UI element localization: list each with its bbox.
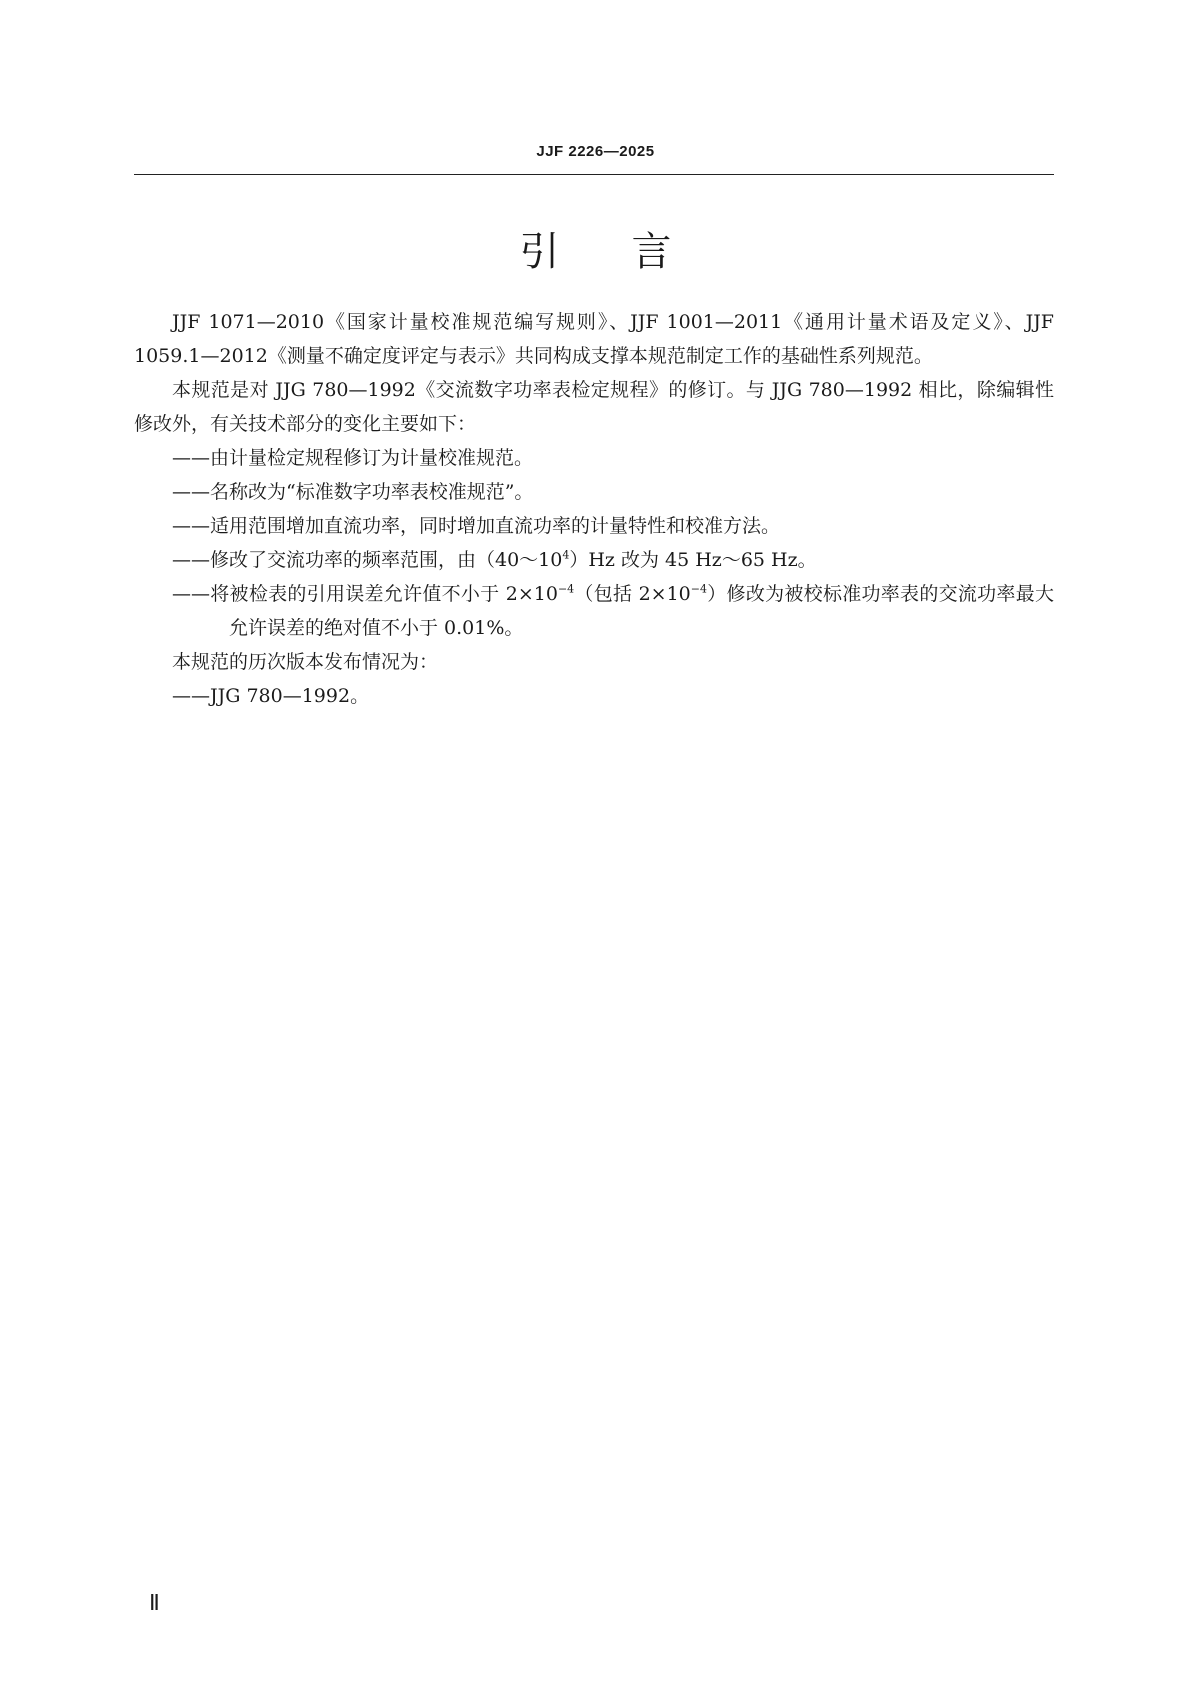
page-number: Ⅱ <box>149 1590 160 1615</box>
dash-marker: —— <box>172 515 210 537</box>
history-text-1: JJG 780—1992。 <box>210 685 370 707</box>
change-item-4 <box>134 543 1054 577</box>
change-item-5 <box>134 577 1054 645</box>
paragraph-version-history: 本规范的历次版本发布情况为： <box>172 651 439 673</box>
page-title: 引言 <box>519 229 744 275</box>
superscript-exponent: −4 <box>557 582 575 596</box>
change-text-5b: （包括 2×10 <box>574 583 691 605</box>
paragraph-normative-references: JJF 1071—2010《国家计量校准规范编写规则》、JJF 1001—2011《通用计量术语及定义》、JJF 1059.1—2012《测量不确定度评定与表示》共同构成支撑本规范制定工作的基础性系列规范。 <box>134 311 1054 367</box>
dash-marker: —— <box>172 685 210 707</box>
change-text-2: 名称改为“标准数字功率表校准规范”。 <box>210 481 534 503</box>
history-item-1 <box>134 679 1054 713</box>
dash-marker: —— <box>172 447 210 469</box>
dash-marker: —— <box>172 549 210 571</box>
change-item-2 <box>134 475 1054 509</box>
header-rule <box>134 174 1054 175</box>
change-item-1 <box>134 441 1054 475</box>
change-item-3 <box>134 509 1054 543</box>
change-text-3: 适用范围增加直流功率，同时增加直流功率的计量特性和校准方法。 <box>210 515 781 537</box>
change-text-5a: 将被检表的引用误差允许值不小于 2×10 <box>210 583 558 605</box>
superscript-exponent: −4 <box>690 582 707 596</box>
change-text-5c: ）修改为被校标准功率表的交流功率最大允许误差的绝对值不小于 0.01%。 <box>229 583 1054 639</box>
document-body <box>134 305 1054 713</box>
paragraph-revision-statement: 本规范是对 JJG 780—1992《交流数字功率表检定规程》的修订。与 JJG 780—1992 相比，除编辑性修改外，有关技术部分的变化主要如下： <box>134 379 1054 435</box>
dash-marker: —— <box>172 481 210 503</box>
dash-marker: —— <box>172 583 210 605</box>
running-head: JJF 2226—2025 <box>536 143 655 160</box>
change-text-4b: ）Hz 改为 45 Hz～65 Hz。 <box>569 549 817 571</box>
superscript-exponent: 4 <box>562 548 570 562</box>
change-text-1: 由计量检定规程修订为计量校准规范。 <box>210 447 534 469</box>
change-text-4a: 修改了交流功率的频率范围，由（40～10 <box>210 549 563 571</box>
